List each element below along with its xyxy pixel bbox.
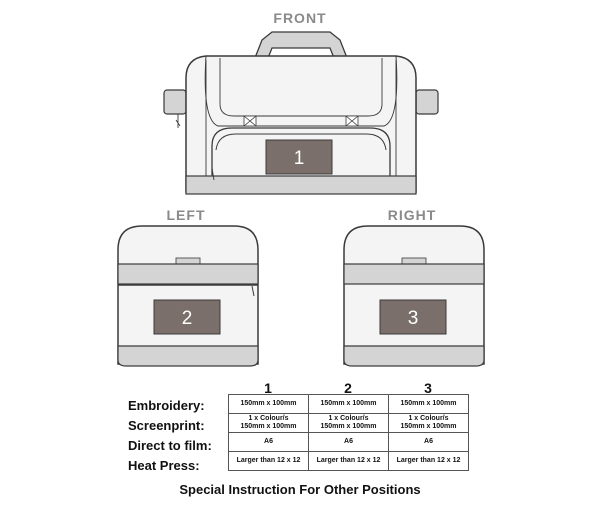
- table-cell: A6: [229, 433, 309, 452]
- left-view-label: LEFT: [166, 207, 206, 223]
- table-row: [229, 452, 469, 471]
- table-cell: 150mm x 100mm: [309, 395, 389, 414]
- right-bottom-band: [344, 346, 484, 366]
- right-top-band: [344, 264, 484, 284]
- print-zone-1-number: 1: [293, 148, 305, 169]
- row-label-embroidery: Embroidery:: [128, 398, 205, 413]
- table-cell: 1 x Colour/s 150mm x 100mm: [229, 414, 309, 433]
- front-view-label: FRONT: [273, 10, 327, 26]
- table-cell: 150mm x 100mm: [389, 395, 469, 414]
- print-zone-2-number: 2: [181, 308, 193, 329]
- row-label-heat-press: Heat Press:: [128, 458, 200, 473]
- table-cell: A6: [389, 433, 469, 452]
- table-cell: 1 x Colour/s 150mm x 100mm: [389, 414, 469, 433]
- table-row: [229, 395, 469, 414]
- right-body: [344, 226, 484, 364]
- table-row: [229, 433, 469, 452]
- column-header-1: 1: [264, 380, 272, 396]
- right-view-label: RIGHT: [387, 207, 437, 223]
- print-zone-3-number: 3: [407, 308, 419, 329]
- special-instruction-footer: Special Instruction For Other Positions: [179, 482, 421, 497]
- row-label-direct-to-film: Direct to film:: [128, 438, 212, 453]
- table-cell: Larger than 12 x 12: [229, 452, 309, 471]
- table-cell: A6: [309, 433, 389, 452]
- table-cell: Larger than 12 x 12: [309, 452, 389, 471]
- row-label-screenprint: Screenprint:: [128, 418, 205, 433]
- table-cell: Larger than 12 x 12: [389, 452, 469, 471]
- table-cell: 150mm x 100mm: [229, 395, 309, 414]
- table-row: [229, 414, 469, 433]
- table-cell: 1 x Colour/s 150mm x 100mm: [309, 414, 389, 433]
- spec-table: [228, 394, 469, 471]
- column-header-2: 2: [344, 380, 352, 396]
- column-header-3: 3: [424, 380, 432, 396]
